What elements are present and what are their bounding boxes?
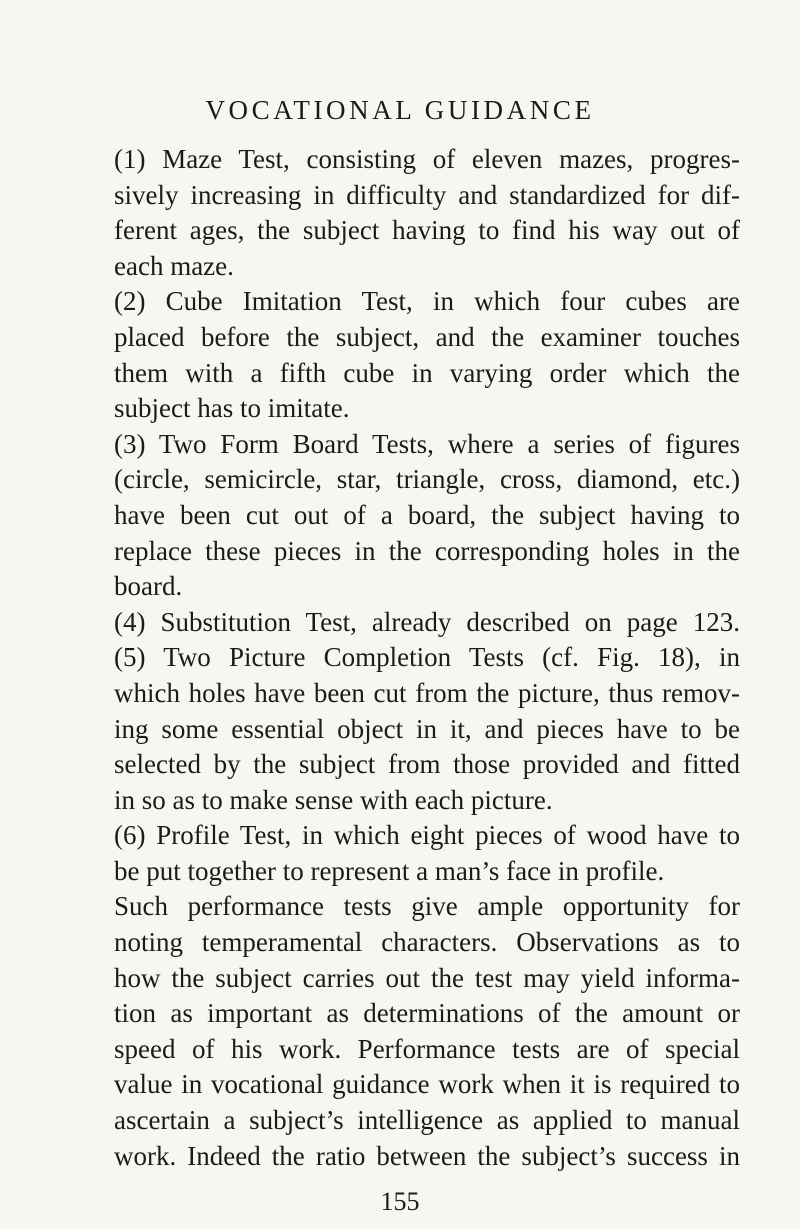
text-line: replace these pieces in the corresponding holes in the <box>114 535 740 566</box>
text-line: (4) Substitution Test, already described on page 123. <box>114 606 740 637</box>
text-line: (3) Two Form Board Tests, where a series of figures <box>114 428 740 459</box>
paragraph-substitution-test <box>114 605 740 641</box>
text-line: (6) Profile Test, in which eight pieces of wood have to <box>114 820 740 851</box>
text-line: which holes have been cut from the picture, thus remov- <box>114 677 740 708</box>
text-line: ferent ages, the subject having to find his way out of <box>114 215 740 246</box>
text-line: them with a fifth cube in varying order which the <box>114 357 740 388</box>
text-line: (circle, semicircle, star, triangle, cross, diamond, etc.) <box>114 464 740 495</box>
running-head: VOCATIONAL GUIDANCE <box>205 95 595 125</box>
text-line: how the subject carries out the test may yield informa- <box>114 962 740 993</box>
text-line: ing some essential object in it, and pieces have to be <box>114 713 740 744</box>
text-line: each maze. <box>114 250 234 281</box>
text-line: (1) Maze Test, consisting of eleven mazes, progres- <box>114 144 740 174</box>
text-line: sively increasing in difficulty and standardized for dif- <box>114 179 740 210</box>
text-line: speed of his work. Performance tests are of special <box>114 1033 740 1064</box>
text-line: ascertain a subject’s intelligence as applied to manual <box>114 1105 740 1136</box>
text-line: subject has to imitate. <box>114 393 350 424</box>
text-line: Such performance tests give ample opportunity for <box>114 891 740 922</box>
text-line: have been cut out of a board, the subject having to <box>114 499 740 530</box>
paragraph-maze-test <box>114 142 740 284</box>
text-line: (2) Cube Imitation Test, in which four cubes are <box>114 286 740 317</box>
paragraph-profile-test <box>114 818 740 889</box>
text-line: (5) Two Picture Completion Tests (cf. Fig. 18), in <box>114 642 740 673</box>
text-line: noting temperamental characters. Observations as to <box>114 927 740 958</box>
text-line: board. <box>114 571 183 602</box>
text-line: placed before the subject, and the examiner touches <box>114 321 740 352</box>
text-line: tion as important as determinations of the amount or <box>114 998 740 1029</box>
body-text <box>114 142 740 1174</box>
text-line: value in vocational guidance work when it is required to <box>114 1069 740 1100</box>
text-line: in so as to make sense with each picture. <box>114 784 553 815</box>
paragraph-cube-imitation-test <box>114 284 740 426</box>
paragraph-picture-completion-tests <box>114 640 740 818</box>
text-line: selected by the subject from those provided and fitted <box>114 749 740 780</box>
paragraph-form-board-tests <box>114 427 740 605</box>
text-line: be put together to represent a man’s face in profile. <box>114 855 665 886</box>
text-line: work. Indeed the ratio between the subject’s success in <box>114 1140 740 1171</box>
paragraph-performance-tests <box>114 889 740 1174</box>
page-number: 155 <box>380 1187 420 1216</box>
